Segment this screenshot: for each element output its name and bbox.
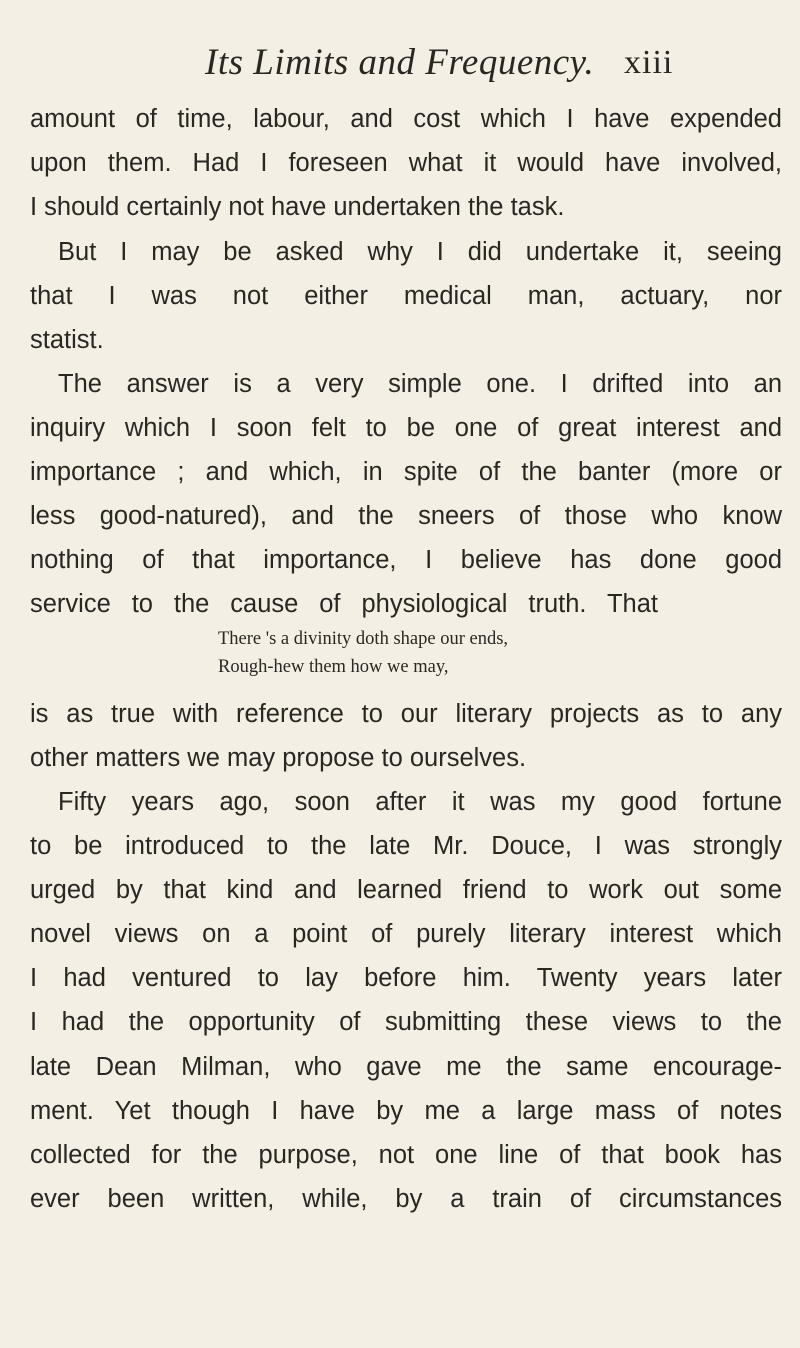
running-head: [0, 38, 800, 88]
text-line: other matters we may propose to ourselves.: [30, 744, 527, 772]
text-line: urged by that kind and learned friend to work out some: [30, 876, 782, 904]
text-line: less good-natured), and the sneers of those who know: [30, 502, 782, 530]
text-line: statist.: [30, 326, 104, 354]
text-line: novel views on a point of purely literary interest which: [30, 920, 782, 948]
text-line: Fifty years ago, soon after it was my good fortune: [58, 788, 782, 816]
text-line: But I may be asked why I did undertake it, seeing: [58, 238, 782, 266]
text-line: is as true with reference to our literary projects as to any: [30, 700, 782, 728]
text-line: ever been written, while, by a train of circumstances: [30, 1185, 782, 1213]
text-line: late Dean Milman, who gave me the same encourage-: [30, 1053, 782, 1081]
text-line: amount of time, labour, and cost which I have expended: [30, 105, 782, 133]
text-line: upon them. Had I foreseen what it would have involved,: [30, 149, 782, 177]
quote-line: There 's a divinity doth shape our ends,: [218, 629, 509, 649]
text-line: I should certainly not have undertaken the task.: [30, 193, 565, 221]
running-title: Its Limits and Frequency.: [205, 42, 595, 83]
text-line: I had the opportunity of submitting these views to the: [30, 1008, 782, 1036]
text-line: I had ventured to lay before him. Twenty years later: [30, 964, 782, 992]
text-line: The answer is a very simple one. I drifted into an: [58, 370, 782, 398]
quote-line: Rough-hew them how we may,: [218, 657, 449, 677]
text-line: ment. Yet though I have by me a large mass of notes: [30, 1097, 782, 1125]
text-line: importance ; and which, in spite of the banter (more or: [30, 458, 782, 486]
text-line: service to the cause of physiological truth. That: [30, 590, 658, 618]
page-number: xiii: [624, 44, 674, 81]
text-line: inquiry which I soon felt to be one of great interest and: [30, 414, 782, 442]
text-line: nothing of that importance, I believe has done good: [30, 546, 782, 574]
text-line: that I was not either medical man, actuary, nor: [30, 282, 782, 310]
text-line: to be introduced to the late Mr. Douce, I was strongly: [30, 832, 782, 860]
text-line: collected for the purpose, not one line of that book has: [30, 1141, 782, 1169]
